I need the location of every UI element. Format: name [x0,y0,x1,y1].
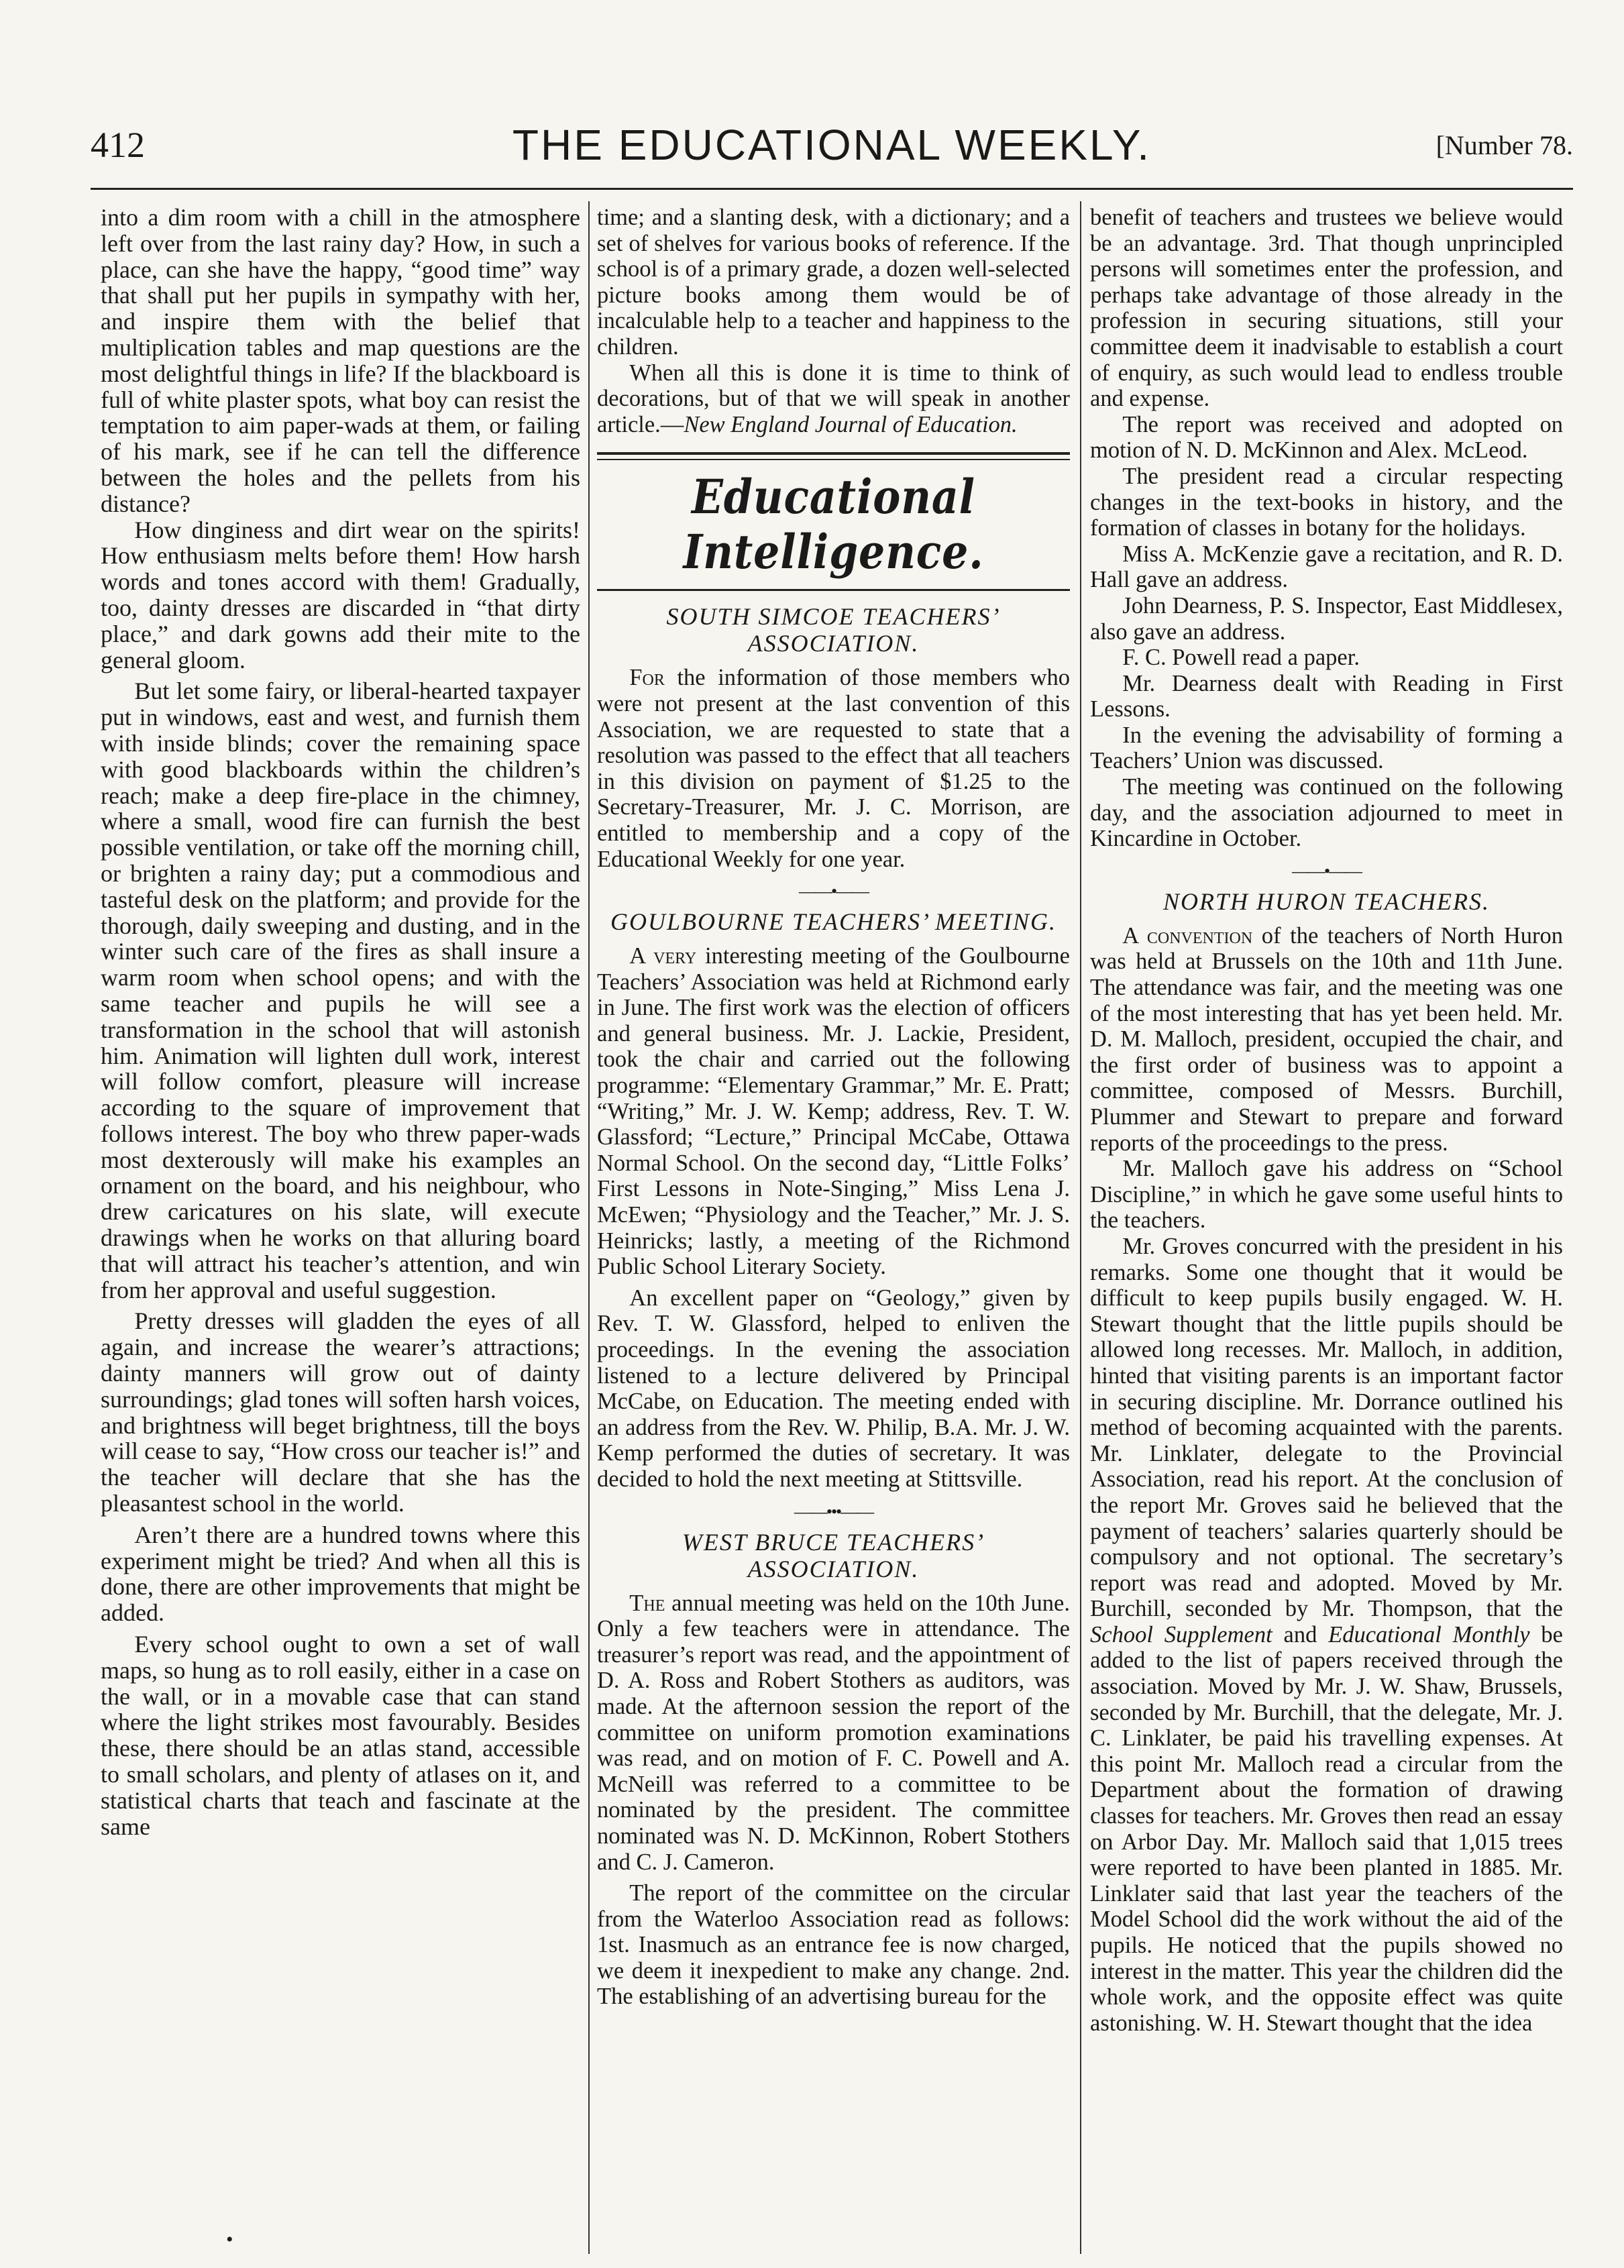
ornament-divider: ——•••—— [794,1501,873,1521]
issue-number: [Number 78. [1436,130,1573,160]
paragraph-text: When all this is done it is time to think of decorations, but of that we will speak in another article.— [597,360,1070,437]
paragraph: An excellent paper on “Geology,” given by Rev. T. W. Glassford, helped to enliven the proceedings. In the evening the association listened to a lecture delivered by Principal McCabe, on Education. The meeting ended with an address from the Rev. W. Philip, B.A. Mr. J. W. Kemp performed the duties of secretary. It was decided to hold the next meeting at Stittsville. [597,1285,1070,1492]
paragraph: Every school ought to own a set of wall maps, so hung as to roll easily, either in a case on the wall, or in a movable case that can stand where the light strikes most favourably. Besides these, there should be an atlas stand, accessible to small scholars, and plenty of atlases on it, and statistical charts that teach and fascinate at the same [101,1631,580,1840]
ornament-divider: ——•—— [1291,861,1362,881]
article-title: GOULBOURNE TEACHERS’ MEETING. [610,908,1057,936]
paragraph: F. C. Powell read a paper. [1122,645,1360,671]
article-title: NORTH HURON TEACHERS. [1162,887,1490,915]
paragraph: The report of the committee on the circular from the Waterloo Association read as follows: 1st. Inasmuch as an entrance fee is now charged, we deem it inexpedient to make any change. 2nd. The establishing of an advertising bureau for the [597,1880,1070,2010]
column-divider [1080,201,1081,2254]
section-rule [597,452,1070,460]
paragraph: For the information of those members who were not present at the last convention of this Association, we are requested to state that a resolution was passed to the effect that all teachers in this division on payment of $1.25 to the Secretary-Treasurer, Mr. J. C. Morrison, are entitled to membership and a copy of the Educational Weekly for one year. [597,665,1070,872]
lead-word: For [629,665,665,691]
paragraph: into a dim room with a chill in the atmosphere left over from the last rainy day? How, in such a place, can she have the happy, “good time” way that shall put her pupils in sympathy with her, and inspire them with the belief that multiplication tables and map questions are the most delightful things in life? If the blackboard is full of white plaster spots, what boy can resist the temptation to aim paper-wads at them, or failing of his mark, see if he can tell the difference between the holes and the pellets from his distance? [101,204,580,517]
paragraph: The annual meeting was held on the 10th June. Only a few teachers were in attendance. The treasurer’s report was read, and the appointment of D. A. Ross and Robert Stothers as auditors, was made. At the afternoon session the report of the committee on uniform promotion examinations was read, and on motion of F. C. Powell and A. McNeill was referred to a committee to be nominated by the president. The committee nominated was N. D. McKinnon, Robert Stothers and C. J. Cameron. [597,1590,1070,1875]
column-divider [588,201,590,2254]
ornament-divider: ——•—— [798,881,869,902]
paragraph: How dinginess and dirt wear on the spirits! How enthusiasm melts before them! How harsh words and tones accord with them! Gradually, too, dainty dresses are discarded in “that dirty place,” and dark gowns add their mite to the general gloom. [101,516,580,673]
paragraph: Miss A. McKenzie gave a recitation, and R. D. Hall gave an address. [1090,541,1563,593]
paragraph: But let some fairy, or liberal-hearted taxpayer put in windows, east and west, and furnish them with inside blinds; cover the remaining space with good blackboards within the children’s reach; make a deep fire-place in the chimney, where a small, wood fire can furnish the best possible ventilation, or take off the morning chill, or brighten a rainy day; put a commodious and tasteful desk on the platform; and provide for the thorough, daily sweeping and dusting, and in the winter such care of the fires as shall insure a warm room when school opens; and with the same teacher and pupils he will see a transformation in the school that will astonish him. Animation will lighten dull work, interest will follow comfort, pleasure will increase according to the square of improvement that follows interest. The boy who threw paper-wads most dexterously will make his examples an ornament on the board, and his neighbour, who drew caricatures on his slate, will execute drawings when he works on that alluring board that will attract his teacher’s attention, and win from her approval and useful suggestion. [101,678,580,1303]
paragraph: Mr. Groves concurred with the president in his remarks. Some one thought that it would be difficult to keep pupils busily engaged. W. H. Stewart thought that the little pupils should be allowed long recesses. Mr. Malloch, in addition, hinted that visiting parents is an important factor in securing discipline. Mr. Dorrance outlined his method of becoming acquainted with the parents. Mr. Linklater, delegate to the Provincial Association, read his report. At the conclusion of the report Mr. Groves said he believed that the payment of teachers’ salaries quarterly should be compulsory and not optional. The secretary’s report was read and adopted. Moved by Mr. Burchill, seconded by Mr. Thompson, that the School Supplement and Educational Monthly be added to the list of papers received through the association. Moved by Mr. J. W. Shaw, Brussels, seconded by Mr. Burchill, that the delegate, Mr. J. C. Linklater, be paid his travelling expenses. At this point Mr. Malloch read a circular from the Department about the formation of drawing classes for teachers. Mr. Groves then read an essay on Arbor Day. Mr. Malloch said that 1,015 trees were reported to have been planted in 1885. Mr. Linklater said that last year the teachers of the Model School did the work without the aid of the pupils. He noticed that the pupils showed no interest in the matter. This year the children did the whole work, and the opposite effect was quite astonishing. W. H. Stewart thought that the idea [1090,1233,1563,2036]
paragraph: time; and a slanting desk, with a dictionary; and a set of shelves for various books of reference. If the school is of a primary grade, a dozen well-selected picture books among them would be of incalculable help to a teacher and happiness to the children. [597,205,1070,360]
paragraph: A convention of the teachers of North Huron was held at Brussels on the 10th and 11th June. The attendance was fair, and the meeting was one of the most interesting that has yet been held. Mr. D. M. Malloch, president, occupied the chair, and the first order of business was to appoint a committee, composed of Messrs. Burchill, Plummer and Stewart to prepare and forward reports of the proceedings to the press. [1090,922,1563,1156]
paragraph: Mr. Dearness dealt with Reading in First Lessons. [1090,670,1563,722]
paragraph: A very interesting meeting of the Goulbourne Teachers’ Association was held at Richmond early in June. The first work was the election of officers and general business. Mr. J. Lackie, President, took the chair and carried out the following programme: “Elementary Grammar,” Mr. E. Pratt; “Writing,” Mr. J. W. Kemp; address, Rev. T. W. Glassford; “Lecture,” Principal McCabe, Ottawa Normal School. On the second day, “Little Folks’ First Lessons in Note-Singing,” Miss Lena J. McEwen; “Physiology and the Teacher,” Mr. J. S. Heinricks; lastly, a meeting of the Richmond Public School Literary Society. [597,943,1070,1280]
stray-mark: • [226,2228,233,2251]
column-2 [597,205,1070,2010]
paragraph: benefit of teachers and trustees we believe would be an advantage. 3rd. That though unprincipled persons will sometimes enter the profession, and perhaps take advantage of those already in the profession in securing situations, still your committee deem it inadvisable to establish a court of enquiry, as such would lead to endless trouble and expense. [1090,205,1563,412]
paragraph-with-source [597,360,1070,438]
periodical-title: Educational Monthly [1328,1621,1530,1648]
section-rule [597,589,1070,591]
paragraph: Pretty dresses will gladden the eyes of all again, and increase the wearer’s attractions; dainty manners will grow out of dainty surroundings; glad tones will soften harsh voices, and brightness will beget brightness, till the boys will cease to say, “How cross our teacher is!” and the teacher will declare that she has the pleasantest school in the world. [101,1307,580,1517]
page-header [91,121,1573,171]
column-3 [1090,205,1563,2036]
paragraph: The president read a circular respecting changes in the text-books in history, and the formation of classes in botany for the holidays. [1090,463,1563,541]
header-rule [91,188,1573,190]
periodical-title: School Supplement [1090,1621,1273,1648]
article-title: SOUTH SIMCOE TEACHERS’ ASSOCIATION. [666,603,1001,657]
paragraph: The report was received and adopted on motion of N. D. McKinnon and Alex. McLeod. [1090,411,1563,464]
lead-word: A convention [1122,922,1253,949]
paragraph: In the evening the advisability of forming a Teachers’ Union was discussed. [1090,722,1563,774]
section-title: Educational Intelligence. [683,469,984,580]
source-citation: New England Journal of Education. [684,411,1018,437]
page-number: 412 [91,125,145,165]
paragraph: Mr. Malloch gave his address on “School Discipline,” in which he gave some useful hints to the teachers. [1090,1156,1563,1234]
paragraph: Aren’t there are a hundred towns where this experiment might be tried? And when all this is done, there are other improvements that might be added. [101,1521,580,1627]
article-title: WEST BRUCE TEACHERS’ ASSOCIATION. [682,1528,985,1582]
paragraph: The meeting was continued on the following day, and the association adjourned to meet in Kincardine in October. [1090,774,1563,852]
lead-word: The [629,1590,665,1616]
masthead-title: THE EDUCATIONAL WEEKLY. [512,121,1152,169]
paragraph: John Dearness, P. S. Inspector, East Middlesex, also gave an address. [1090,592,1563,645]
lead-word: A very [629,943,697,969]
column-1 [101,205,580,1839]
